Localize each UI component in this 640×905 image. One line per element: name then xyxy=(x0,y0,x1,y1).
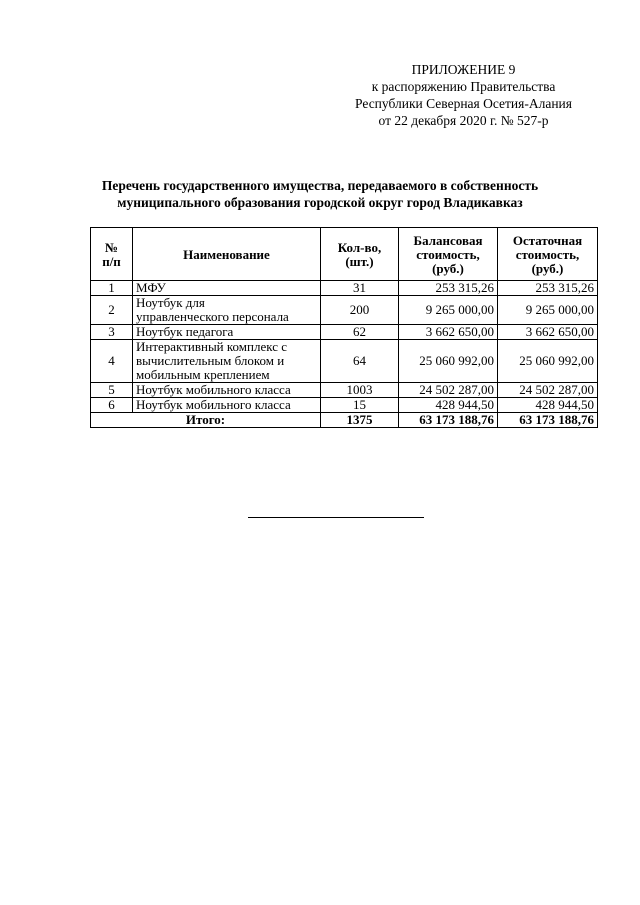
header-number xyxy=(91,228,133,281)
cell-quantity: 64 xyxy=(321,340,399,383)
header-quantity-unit: (шт.) xyxy=(345,254,374,269)
cell-number: 6 xyxy=(91,398,133,413)
cell-name-line: вычислительным блоком и xyxy=(136,353,285,368)
cell-name xyxy=(133,340,321,383)
cell-name xyxy=(133,281,321,296)
cell-residual: 253 315,26 xyxy=(498,281,598,296)
table-total-row xyxy=(91,413,598,428)
header-balance-line-1: Балансовая xyxy=(413,233,483,248)
total-quantity: 1375 xyxy=(321,413,399,428)
table-row xyxy=(91,383,598,398)
total-balance: 63 173 188,76 xyxy=(399,413,498,428)
appendix-government: Республики Северная Осетия-Алания xyxy=(355,96,572,111)
cell-quantity: 31 xyxy=(321,281,399,296)
total-residual: 63 173 188,76 xyxy=(498,413,598,428)
cell-name xyxy=(133,325,321,340)
cell-residual: 3 662 650,00 xyxy=(498,325,598,340)
cell-number: 4 xyxy=(91,340,133,383)
property-table xyxy=(90,227,598,428)
header-quantity-label: Кол-во, xyxy=(337,240,382,255)
document-title xyxy=(0,177,640,211)
header-balance-unit: (руб.) xyxy=(432,261,464,276)
header-number-abbr: п/п xyxy=(102,254,121,269)
cell-balance: 9 265 000,00 xyxy=(399,296,498,325)
total-label: Итого: xyxy=(91,413,321,428)
appendix-header xyxy=(355,61,572,129)
cell-balance: 25 060 992,00 xyxy=(399,340,498,383)
closing-divider xyxy=(248,517,424,518)
cell-number: 1 xyxy=(91,281,133,296)
header-balance-value xyxy=(399,228,498,281)
cell-name-line: МФУ xyxy=(136,280,166,295)
table-header-row xyxy=(91,228,598,281)
document-title-line-1: Перечень государственного имущества, передаваемого в собственность xyxy=(101,178,539,193)
appendix-date-number: от 22 декабря 2020 г. № 527-р xyxy=(378,113,549,128)
header-residual-unit: (руб.) xyxy=(531,261,564,276)
cell-name-line: Ноутбук для xyxy=(136,295,205,310)
cell-balance: 3 662 650,00 xyxy=(399,325,498,340)
appendix-order-ref: к распоряжению Правительства xyxy=(371,79,556,94)
cell-quantity: 62 xyxy=(321,325,399,340)
cell-name xyxy=(133,398,321,413)
cell-name-line: Ноутбук мобильного класса xyxy=(136,382,291,397)
header-balance-line-2: стоимость, xyxy=(416,247,480,262)
cell-residual: 24 502 287,00 xyxy=(498,383,598,398)
cell-name-line: Ноутбук мобильного класса xyxy=(136,397,291,412)
table-row xyxy=(91,281,598,296)
document-title-line-2: муниципального образования городской округ город Владикавказ xyxy=(117,195,523,210)
cell-number: 3 xyxy=(91,325,133,340)
cell-residual: 25 060 992,00 xyxy=(498,340,598,383)
table-row xyxy=(91,398,598,413)
header-residual-line-2: стоимость, xyxy=(515,247,580,262)
table-row xyxy=(91,296,598,325)
header-quantity xyxy=(321,228,399,281)
cell-balance: 428 944,50 xyxy=(399,398,498,413)
cell-balance: 253 315,26 xyxy=(399,281,498,296)
cell-quantity: 1003 xyxy=(321,383,399,398)
cell-residual: 428 944,50 xyxy=(498,398,598,413)
cell-quantity: 15 xyxy=(321,398,399,413)
header-residual-value xyxy=(498,228,598,281)
cell-number: 5 xyxy=(91,383,133,398)
cell-number: 2 xyxy=(91,296,133,325)
table-row xyxy=(91,340,598,383)
cell-residual: 9 265 000,00 xyxy=(498,296,598,325)
cell-name xyxy=(133,383,321,398)
cell-name-line: Интерактивный комплекс с xyxy=(136,339,288,354)
cell-balance: 24 502 287,00 xyxy=(399,383,498,398)
cell-name xyxy=(133,296,321,325)
header-residual-line-1: Остаточная xyxy=(512,233,583,248)
cell-quantity: 200 xyxy=(321,296,399,325)
table-row xyxy=(91,325,598,340)
header-number-symbol: № xyxy=(104,240,119,255)
cell-name-line: мобильным креплением xyxy=(136,367,270,382)
cell-name-line: управленческого персонала xyxy=(136,309,289,324)
cell-name-line: Ноутбук педагога xyxy=(136,324,234,339)
appendix-number: ПРИЛОЖЕНИЕ 9 xyxy=(411,62,516,77)
header-name: Наименование xyxy=(133,228,321,281)
